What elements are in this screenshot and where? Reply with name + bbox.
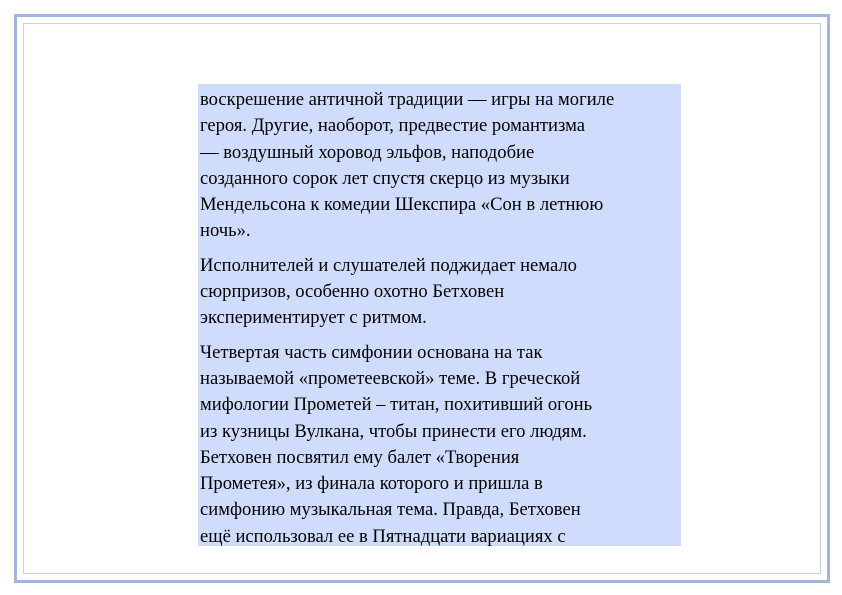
paragraph-3 xyxy=(200,340,681,546)
text-line: воскрешение античной традиции — игры на могиле xyxy=(200,89,615,110)
text-line: созданного сорок лет спустя скерцо из музыки xyxy=(200,167,570,189)
text-line: Четвертая часть симфонии основана на так xyxy=(200,341,543,363)
text-line: героя. Другие, наоборот, предвестие романтизма xyxy=(200,115,585,137)
text-line: Мендельсона к комедии Шекспира «Сон в летнюю xyxy=(200,194,604,216)
text-line: Прометея», из финала которого и пришла в xyxy=(200,473,543,495)
text-line: мифологии Прометей – титан, похитивший огонь xyxy=(200,394,593,416)
text-line: симфонию музыкальная тема. Правда, Бетховен xyxy=(200,499,581,521)
paragraph-1 xyxy=(200,87,681,245)
text-line: Бетховен посвятил ему балет «Творения xyxy=(200,446,520,468)
text-line: — воздушный хоровод эльфов, наподобие xyxy=(200,141,535,163)
text-box[interactable] xyxy=(198,84,681,546)
text-line: называемой «прометеевской» теме. В греческой xyxy=(200,367,581,389)
text-line: Исполнителей и слушателей поджидает немало xyxy=(200,254,577,276)
text-line: сюрпризов, особенно охотно Бетховен xyxy=(200,281,505,303)
text-line: экспериментирует с ритмом. xyxy=(200,307,427,329)
text-line: из кузницы Вулкана, чтобы принести его людям. xyxy=(200,420,587,442)
paragraph-2 xyxy=(200,253,681,332)
text-line: ещё использовал ее в Пятнадцати вариациях с xyxy=(200,525,566,546)
text-line: ночь». xyxy=(200,220,251,242)
